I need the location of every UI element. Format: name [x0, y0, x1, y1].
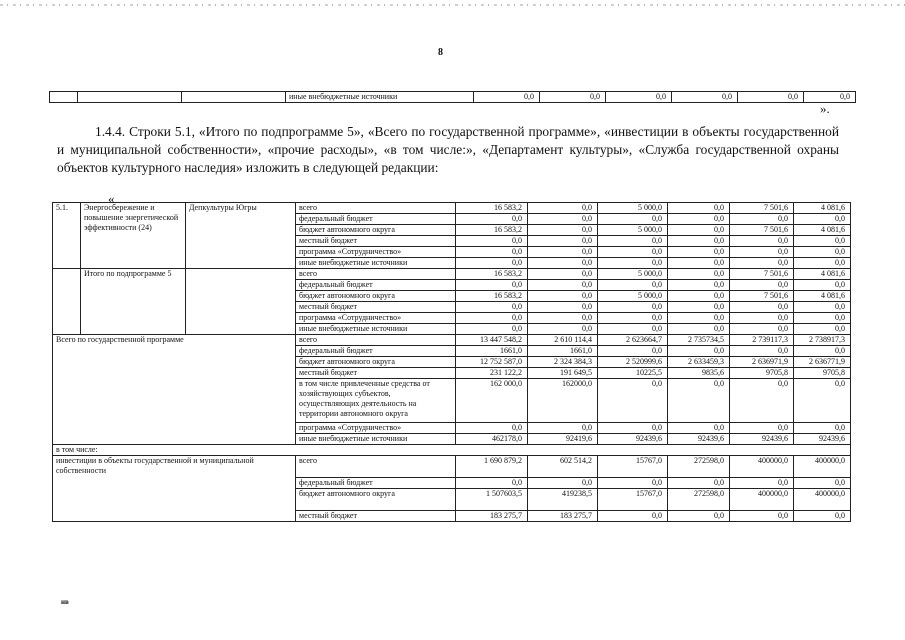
- cell: 0,0: [668, 379, 730, 423]
- cell: 12 752 587,0: [456, 357, 528, 368]
- cell: 0,0: [598, 324, 668, 335]
- cell: 10225,5: [598, 368, 668, 379]
- cell: 0,0: [456, 236, 528, 247]
- cell: 7 501,6: [730, 225, 794, 236]
- cell: 0,0: [456, 302, 528, 313]
- cell: 2 738917,3: [794, 335, 851, 346]
- cell: 9705,8: [730, 368, 794, 379]
- cell: 0,0: [668, 291, 730, 302]
- cell: 0,0: [668, 280, 730, 291]
- cell: 0,0: [598, 280, 668, 291]
- cell: 4 081,6: [794, 269, 851, 280]
- cell: 0,0: [528, 203, 598, 214]
- cell: 0,0: [528, 280, 598, 291]
- cell: 0,0: [730, 236, 794, 247]
- cell: 0,0: [668, 258, 730, 269]
- cell: 0,0: [804, 92, 856, 103]
- subtotal-name: Итого по подпрограмме 5: [81, 269, 186, 335]
- cell: 400000,0: [794, 489, 851, 511]
- cell: 0,0: [668, 346, 730, 357]
- cell: 0,0: [598, 313, 668, 324]
- cell: 419238,5: [528, 489, 598, 511]
- cell: 2 633459,3: [668, 357, 730, 368]
- row-number: [53, 269, 81, 335]
- row-label: местный бюджет: [296, 368, 456, 379]
- page-number: 8: [438, 47, 443, 58]
- cell: 5 000,0: [598, 203, 668, 214]
- row-label: программа «Сотрудничество»: [296, 313, 456, 324]
- cell: 0,0: [598, 379, 668, 423]
- cell: 7 501,6: [730, 291, 794, 302]
- budget-table: [52, 202, 851, 522]
- closing-quote: ».: [820, 101, 830, 116]
- cell: 92439,6: [794, 434, 851, 445]
- cell: 0,0: [668, 203, 730, 214]
- cell: 0,0: [668, 423, 730, 434]
- row-label: всего: [296, 456, 456, 478]
- row-label: всего: [296, 335, 456, 346]
- cell: 9835,6: [668, 368, 730, 379]
- cell: 16 583,2: [456, 225, 528, 236]
- section-label: в том числе:: [53, 445, 851, 456]
- cell: 92419,6: [528, 434, 598, 445]
- cell: 0,0: [456, 280, 528, 291]
- cell: 1 507603,5: [456, 489, 528, 511]
- row-label: всего: [296, 269, 456, 280]
- cell: 162 000,0: [456, 379, 528, 423]
- cell: 0,0: [528, 478, 598, 489]
- cell: 0,0: [794, 478, 851, 489]
- cell: 2 520999,6: [598, 357, 668, 368]
- cell: 7 501,6: [730, 203, 794, 214]
- cell: 0,0: [794, 324, 851, 335]
- cell: 0,0: [456, 258, 528, 269]
- measure-name: Энергосбережение и повышение энергетической эффективности (24): [81, 203, 186, 269]
- cell: 0,0: [598, 511, 668, 522]
- row-label: иные внебюджетные источники: [296, 324, 456, 335]
- cell: 92439,6: [598, 434, 668, 445]
- cell: 400000,0: [730, 456, 794, 478]
- cell: 0,0: [598, 258, 668, 269]
- row-label: бюджет автономного округа: [296, 489, 456, 511]
- cell: 0,0: [794, 247, 851, 258]
- row-label: федеральный бюджет: [296, 214, 456, 225]
- table-row: [53, 269, 851, 280]
- cell: 92439,6: [730, 434, 794, 445]
- row-label: иные внебюджетные источники: [296, 434, 456, 445]
- amendment-paragraph: 1.4.4. Строки 5.1, «Итого по подпрограмме 5», «Всего по государственной программе», «инвестиции в объекты государственной и муниципальной собственности», «прочие расходы», «в том числе:», «Департамент культуры», «Служба государственной охраны объектов культурного наследия» изложить в следующей редакции:: [57, 124, 839, 175]
- cell: 92439,6: [668, 434, 730, 445]
- cell: 0,0: [668, 478, 730, 489]
- table-row: [53, 456, 851, 478]
- cell: 0,0: [528, 269, 598, 280]
- row-label: бюджет автономного округа: [296, 291, 456, 302]
- cell: 0,0: [528, 247, 598, 258]
- cell: 0,0: [456, 324, 528, 335]
- cell: 0,0: [528, 313, 598, 324]
- executor: Депкультуры Югры: [186, 203, 296, 269]
- table-row: [53, 203, 851, 214]
- cell: 2 324 384,3: [528, 357, 598, 368]
- row-label: в том числе привлеченные средства от хозяйствующих субъектов, осуществляющих деятельность на территории автономного округа: [296, 379, 456, 423]
- cell: 0,0: [730, 478, 794, 489]
- total-name: Всего по государственной программе: [53, 335, 296, 445]
- cell: 4 081,6: [794, 225, 851, 236]
- cell: 0,0: [528, 236, 598, 247]
- cell: 0,0: [598, 302, 668, 313]
- top-table-fragment: [49, 91, 856, 103]
- table-row: [50, 92, 856, 103]
- cell: 0,0: [598, 346, 668, 357]
- cell: 0,0: [528, 258, 598, 269]
- cell: 0,0: [794, 511, 851, 522]
- row-label: бюджет автономного округа: [296, 357, 456, 368]
- cell: 0,0: [456, 313, 528, 324]
- cell: 0,0: [598, 247, 668, 258]
- cell: 0,0: [794, 313, 851, 324]
- cell: 0,0: [456, 423, 528, 434]
- row-label: местный бюджет: [296, 236, 456, 247]
- cell: 0,0: [528, 214, 598, 225]
- cell: 0,0: [730, 258, 794, 269]
- cell: 5 000,0: [598, 225, 668, 236]
- cell: 0,0: [730, 280, 794, 291]
- cell: 2 610 114,4: [528, 335, 598, 346]
- cell: 0,0: [456, 247, 528, 258]
- cell: 0,0: [730, 346, 794, 357]
- cell: 231 122,2: [456, 368, 528, 379]
- cell: 0,0: [730, 302, 794, 313]
- cell: 183 275,7: [456, 511, 528, 522]
- cell: 15767,0: [598, 489, 668, 511]
- row-label: федеральный бюджет: [296, 478, 456, 489]
- cell: 0,0: [528, 291, 598, 302]
- cell: 602 514,2: [528, 456, 598, 478]
- cell: 0,0: [456, 478, 528, 489]
- cell: 0,0: [794, 214, 851, 225]
- scan-noise-line: [0, 4, 905, 6]
- cell: 400000,0: [730, 489, 794, 511]
- cell: 162000,0: [528, 379, 598, 423]
- cell: 0,0: [794, 379, 851, 423]
- row-label: иные внебюджетные источники: [296, 258, 456, 269]
- cell: 0,0: [540, 92, 606, 103]
- cell: 1661,0: [528, 346, 598, 357]
- row-label: федеральный бюджет: [296, 346, 456, 357]
- cell: 0,0: [794, 302, 851, 313]
- opening-quote: «: [108, 191, 115, 206]
- cell: 0,0: [668, 302, 730, 313]
- cell: 2 636771,9: [794, 357, 851, 368]
- cell: 9705,8: [794, 368, 851, 379]
- cell: 1661,0: [456, 346, 528, 357]
- cell: 4 081,6: [794, 203, 851, 214]
- row-label: иные внебюджетные источники: [286, 92, 474, 103]
- cell: 0,0: [668, 236, 730, 247]
- cell: 0,0: [738, 92, 804, 103]
- cell: 0,0: [474, 92, 540, 103]
- row-label: федеральный бюджет: [296, 280, 456, 291]
- cell: 0,0: [794, 236, 851, 247]
- cell: 0,0: [730, 324, 794, 335]
- table-row: [53, 445, 851, 456]
- executor: [186, 269, 296, 335]
- cell: 2 623664,7: [598, 335, 668, 346]
- cell: 0,0: [598, 214, 668, 225]
- cell: 0,0: [668, 313, 730, 324]
- cell: 191 649,5: [528, 368, 598, 379]
- cell: 1 690 879,2: [456, 456, 528, 478]
- cell: 0,0: [668, 214, 730, 225]
- row-number: 5.1.: [53, 203, 81, 269]
- cell: 462178,0: [456, 434, 528, 445]
- cell: 0,0: [794, 258, 851, 269]
- cell: 0,0: [730, 511, 794, 522]
- cell: 0,0: [730, 313, 794, 324]
- row-label: бюджет автономного округа: [296, 225, 456, 236]
- cell: 0,0: [794, 423, 851, 434]
- cell: 0,0: [528, 302, 598, 313]
- cell: 0,0: [456, 214, 528, 225]
- investment-name: инвестиции в объекты государственной и муниципальной собственности: [53, 456, 296, 522]
- cell: 0,0: [668, 225, 730, 236]
- cell: 2 735734,5: [668, 335, 730, 346]
- cell: 0,0: [668, 324, 730, 335]
- table-row: [53, 335, 851, 346]
- cell: 272598,0: [668, 456, 730, 478]
- cell: 0,0: [598, 236, 668, 247]
- cell: 0,0: [730, 423, 794, 434]
- row-label: программа «Сотрудничество»: [296, 247, 456, 258]
- cell: 0,0: [794, 280, 851, 291]
- cell: 16 583,2: [456, 269, 528, 280]
- cell: 16 583,2: [456, 291, 528, 302]
- cell: 0,0: [730, 379, 794, 423]
- cell: 5 000,0: [598, 291, 668, 302]
- row-label: всего: [296, 203, 456, 214]
- cell: 0,0: [598, 478, 668, 489]
- cell: 7 501,6: [730, 269, 794, 280]
- cell: 0,0: [598, 423, 668, 434]
- stamp-mark: нв: [61, 598, 69, 606]
- cell: 0,0: [668, 269, 730, 280]
- cell: 0,0: [794, 346, 851, 357]
- cell: 2 636971,9: [730, 357, 794, 368]
- cell: 0,0: [606, 92, 672, 103]
- cell: 15767,0: [598, 456, 668, 478]
- cell: 0,0: [528, 423, 598, 434]
- cell: 5 000,0: [598, 269, 668, 280]
- cell: 13 447 548,2: [456, 335, 528, 346]
- cell: 0,0: [528, 225, 598, 236]
- cell: 16 583,2: [456, 203, 528, 214]
- cell: 272598,0: [668, 489, 730, 511]
- cell: 183 275,7: [528, 511, 598, 522]
- row-label: местный бюджет: [296, 302, 456, 313]
- cell: 0,0: [730, 214, 794, 225]
- cell: 0,0: [668, 247, 730, 258]
- row-label: программа «Сотрудничество»: [296, 423, 456, 434]
- cell: 2 739117,3: [730, 335, 794, 346]
- cell: 0,0: [668, 511, 730, 522]
- cell: 400000,0: [794, 456, 851, 478]
- cell: 0,0: [672, 92, 738, 103]
- row-label: местный бюджет: [296, 511, 456, 522]
- cell: 0,0: [730, 247, 794, 258]
- cell: 0,0: [528, 324, 598, 335]
- cell: 4 081,6: [794, 291, 851, 302]
